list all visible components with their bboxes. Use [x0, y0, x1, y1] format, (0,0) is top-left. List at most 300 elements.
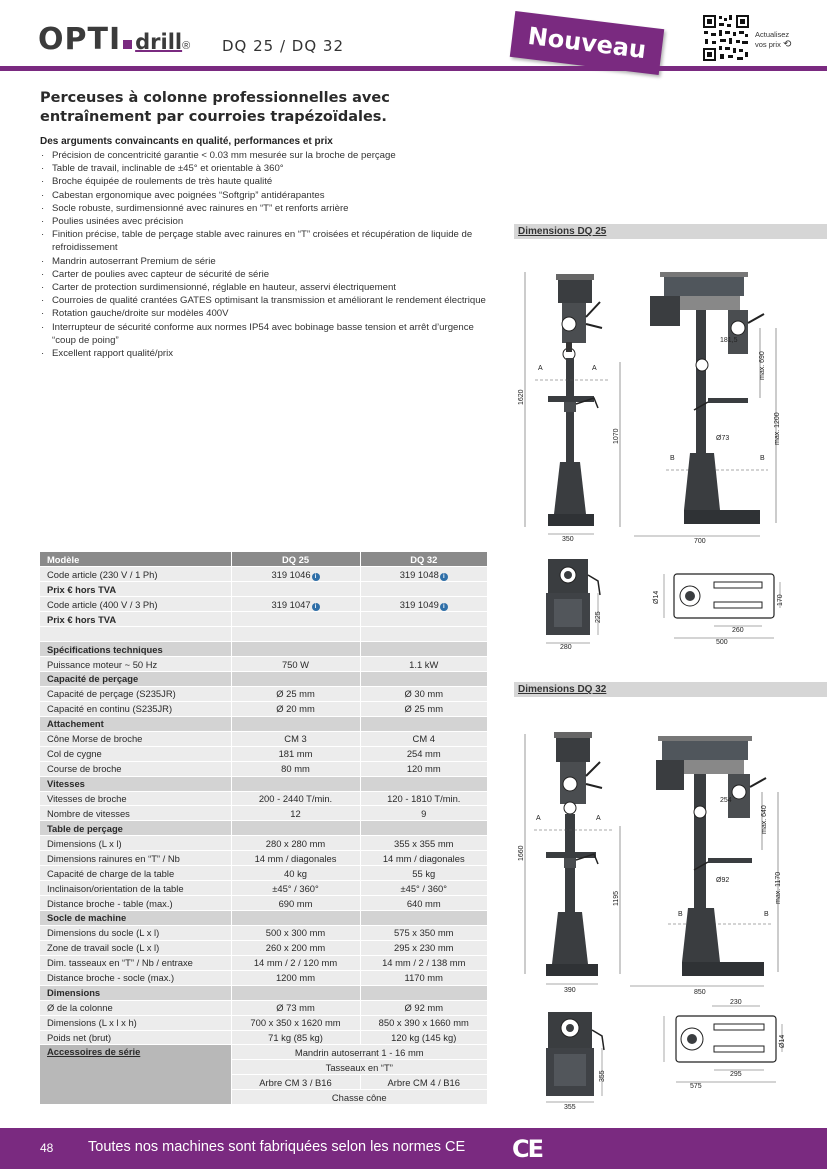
spec-value-dq25 — [231, 851, 360, 866]
model-names: DQ 25 / DQ 32 — [222, 37, 345, 55]
dim-label: max. 690 — [759, 351, 766, 380]
feature-item: · Précision de concentricité garantie < 0.03 mm mesurée sur la broche de perçage — [40, 149, 490, 162]
spec-label-text: Code article (400 V / 3 Ph) — [47, 598, 158, 610]
spec-value-dq25-text: 319 1046 — [271, 568, 311, 580]
spec-label-text: Course de broche — [47, 763, 122, 775]
spec-value-dq32 — [360, 791, 487, 806]
spec-value-dq25-text: 750 W — [281, 658, 310, 670]
spec-label — [40, 806, 231, 821]
spec-value-dq32-text: 120 kg (145 kg) — [391, 1031, 457, 1043]
spec-value-dq25 — [231, 672, 360, 687]
spec-value-dq32 — [360, 642, 487, 657]
spec-value-dq32 — [360, 985, 487, 1000]
spec-value-dq25 — [231, 657, 360, 672]
spec-value-dq32-text: 1170 mm — [404, 972, 443, 984]
spec-label — [40, 925, 231, 940]
table-row — [40, 776, 487, 791]
specifications-table — [40, 552, 487, 1105]
table-row — [40, 1000, 487, 1015]
dim-label: max. 1200 — [774, 412, 781, 445]
spec-label-text: Distance broche - socle (max.) — [47, 972, 175, 984]
spec-value-dq32-text: 319 1049 — [399, 598, 439, 610]
spec-value-dq32 — [360, 716, 487, 731]
spec-label — [40, 866, 231, 881]
dim-label: 225 — [595, 611, 602, 623]
spec-value-dq25 — [231, 925, 360, 940]
dq32-front-view-drawing — [520, 726, 624, 998]
spec-value-dq25-text: 14 mm / diagonales — [254, 852, 337, 864]
spec-label — [40, 716, 231, 731]
spec-value-dq25-text: Ø 73 mm — [276, 1002, 315, 1014]
feature-item: · Finition précise, table de perçage stable avec rainures en “T” croisées et récupération de liquide de refroidissement — [40, 228, 490, 254]
header-rule — [0, 66, 827, 71]
dim-label: 500 — [716, 639, 728, 646]
table-row — [40, 925, 487, 940]
spec-value-dq25-text: 700 x 350 x 1620 mm — [250, 1017, 341, 1029]
spec-value-dq32 — [360, 731, 487, 746]
table-row — [40, 970, 487, 985]
info-icon[interactable]: i — [440, 573, 448, 581]
accessories-row — [40, 1045, 487, 1060]
qr-caption-text: Actualisez vos prix — [755, 30, 790, 49]
refresh-arrow-icon: ⟲ — [782, 39, 792, 50]
table-row — [40, 911, 487, 926]
spec-label-text: Dimensions — [47, 987, 101, 999]
spec-label-text: Inclinaison/orientation de la table — [47, 882, 184, 894]
dim-label: A — [538, 365, 543, 372]
spec-value-dq25-text: Ø 20 mm — [276, 703, 315, 715]
spec-value-dq32 — [360, 701, 487, 716]
dim-label: 1660 — [518, 845, 525, 861]
spec-value-dq25 — [231, 791, 360, 806]
accessories-label: Accessoires de série — [40, 1045, 231, 1105]
spec-value-dq25-text: 1200 mm — [275, 972, 316, 984]
nouveau-badge: Nouveau — [510, 11, 664, 75]
table-row — [40, 686, 487, 701]
spec-label — [40, 567, 231, 582]
dq25-table-top-view-drawing — [534, 555, 614, 651]
spec-label-text: Spécifications techniques — [47, 643, 163, 655]
table-row — [40, 791, 487, 806]
feature-item: · Carter de poulies avec capteur de sécurité de série — [40, 268, 490, 281]
spec-label — [40, 970, 231, 985]
spec-label-text: Poids net (brut) — [47, 1031, 112, 1043]
spec-label-text: Capacité de charge de la table — [47, 867, 175, 879]
spec-label-text: Prix € hors TVA — [47, 613, 117, 625]
spec-value-dq25 — [231, 746, 360, 761]
spec-value-dq32-text: 295 x 230 mm — [394, 942, 454, 954]
spec-value-dq25-text: 181 mm — [278, 748, 313, 760]
spec-value-dq25 — [231, 955, 360, 970]
feature-item: · Cabestan ergonomique avec poignées “Softgrip” antidérapantes — [40, 189, 490, 202]
spec-label-text: Capacité en continu (S235JR) — [47, 703, 173, 715]
spec-label — [40, 642, 231, 657]
table-row — [40, 567, 487, 582]
dim-label: 1620 — [518, 389, 525, 405]
spec-label — [40, 761, 231, 776]
feature-item: · Rotation gauche/droite sur modèles 400V — [40, 307, 490, 320]
spec-value-dq25 — [231, 612, 360, 627]
spec-value-dq32-text: 14 mm / diagonales — [382, 852, 465, 864]
spec-value-dq32-text: 355 x 355 mm — [394, 837, 454, 849]
table-row — [40, 701, 487, 716]
spec-label-text: Attachement — [47, 718, 104, 730]
spec-label — [40, 851, 231, 866]
dim-label: A — [592, 365, 597, 372]
spec-label — [40, 627, 231, 642]
accessory-arbor-dq25: Arbre CM 3 / B16 — [231, 1075, 360, 1090]
table-row — [40, 552, 487, 567]
spec-label-text: Capacité de perçage — [47, 673, 139, 685]
spec-value-dq25-text: 71 kg (85 kg) — [268, 1031, 323, 1043]
spec-label — [40, 881, 231, 896]
dim-label: Ø92 — [716, 877, 730, 884]
info-icon[interactable]: i — [440, 603, 448, 611]
spec-value-dq32 — [360, 836, 487, 851]
spec-value-dq32 — [360, 1015, 487, 1030]
spec-value-dq25 — [231, 911, 360, 926]
dq25-side-view-drawing — [628, 268, 788, 546]
spec-label-text: Dimensions (L x l x h) — [47, 1017, 137, 1029]
dim-label: 295 — [730, 1071, 742, 1078]
spec-label — [40, 776, 231, 791]
spec-value-dq32 — [360, 851, 487, 866]
spec-label-text: Dimensions du socle (L x l) — [47, 927, 160, 939]
table-row — [40, 597, 487, 612]
dim-label: 1070 — [613, 428, 620, 444]
feature-item: · Carter de protection surdimensionné, réglable en hauteur, asservi électriquement — [40, 281, 490, 294]
spec-value-dq25 — [231, 686, 360, 701]
feature-item: · Interrupteur de sécurité conforme aux normes IP54 avec bobinage basse tension et arrêt d’urgence “coup de poing” — [40, 321, 490, 347]
spec-label — [40, 597, 231, 612]
spec-label-text: Vitesses — [47, 778, 85, 790]
spec-value-dq32-text: 1.1 kW — [409, 658, 439, 670]
spec-label — [40, 791, 231, 806]
spec-value-dq32-text: DQ 32 — [410, 553, 438, 565]
spec-value-dq25-text: 14 mm / 2 / 120 mm — [253, 957, 338, 969]
spec-value-dq25 — [231, 806, 360, 821]
feature-item: · Poulies usinées avec précision — [40, 215, 490, 228]
table-row — [40, 940, 487, 955]
table-row — [40, 806, 487, 821]
dim-label: B — [764, 911, 769, 918]
dq25-front-view-drawing — [520, 262, 624, 544]
spec-value-dq32 — [360, 1000, 487, 1015]
dim-label: A — [596, 815, 601, 822]
spec-value-dq25 — [231, 567, 360, 582]
logo-registered-mark: ® — [182, 40, 191, 52]
spec-label — [40, 1030, 231, 1045]
spec-label — [40, 821, 231, 836]
table-row — [40, 642, 487, 657]
spec-label — [40, 701, 231, 716]
spec-value-dq32-text: Ø 25 mm — [404, 703, 444, 715]
spec-value-dq32-text: 850 x 390 x 1660 mm — [378, 1017, 469, 1029]
spec-value-dq25-text: ±45° / 360° — [272, 882, 319, 894]
table-row — [40, 761, 487, 776]
dim-label: B — [760, 455, 765, 462]
spec-value-dq25-text: 80 mm — [281, 763, 310, 775]
dim-label: 230 — [730, 999, 742, 1006]
spec-value-dq25 — [231, 701, 360, 716]
logo-drill: drill — [135, 30, 183, 54]
spec-value-dq25 — [231, 940, 360, 955]
spec-label — [40, 686, 231, 701]
spec-value-dq32-text: Ø 92 mm — [404, 1002, 444, 1014]
spec-label — [40, 940, 231, 955]
accessories-section — [40, 1045, 487, 1105]
spec-value-dq25-text: 690 mm — [278, 897, 313, 909]
spec-label-text: Cône Morse de broche — [47, 733, 143, 745]
arguments-title: Des arguments convaincants en qualité, performances et prix — [40, 136, 333, 147]
feature-item: · Excellent rapport qualité/prix — [40, 347, 490, 360]
table-row — [40, 836, 487, 851]
spec-value-dq25-text: 260 x 200 mm — [265, 942, 326, 954]
spec-value-dq25-text: 500 x 300 mm — [265, 927, 326, 939]
table-row — [40, 657, 487, 672]
accessory-t-bolts: Tasseaux en “T” — [231, 1060, 487, 1075]
accessory-drift: Chasse cône — [231, 1090, 487, 1105]
table-row — [40, 731, 487, 746]
spec-value-dq32 — [360, 821, 487, 836]
dimensions-dq25-heading: Dimensions DQ 25 — [514, 224, 827, 239]
spec-value-dq32 — [360, 1030, 487, 1045]
spec-label — [40, 911, 231, 926]
spec-value-dq32-text: 254 mm — [406, 748, 441, 760]
dim-label: Ø14 — [653, 590, 660, 604]
spec-value-dq25-text: 12 — [290, 807, 301, 819]
spec-label — [40, 582, 231, 597]
spec-value-dq32 — [360, 746, 487, 761]
footer-text: Toutes nos machines sont fabriquées selon les normes CE — [88, 1139, 466, 1155]
table-row — [40, 612, 487, 627]
spec-value-dq25 — [231, 582, 360, 597]
spec-value-dq32 — [360, 896, 487, 911]
spec-label — [40, 552, 231, 567]
table-row — [40, 1030, 487, 1045]
spec-value-dq25 — [231, 642, 360, 657]
spec-value-dq25-text: 40 kg — [284, 867, 307, 879]
spec-value-dq32 — [360, 672, 487, 687]
optidrill-logo — [38, 22, 190, 58]
feature-item: · Table de travail, inclinable de ±45° et orientable à 360° — [40, 162, 490, 175]
spec-label-text: Code article (230 V / 1 Ph) — [47, 568, 158, 580]
logo-opti: OPTI — [38, 22, 122, 57]
spec-value-dq32 — [360, 657, 487, 672]
spec-value-dq25 — [231, 761, 360, 776]
dq32-base-top-view-drawing — [644, 998, 794, 1090]
spec-value-dq25 — [231, 731, 360, 746]
spec-label-text: Col de cygne — [47, 748, 102, 760]
qr-code-icon[interactable] — [702, 14, 750, 62]
spec-value-dq25-text: DQ 25 — [281, 553, 310, 565]
spec-value-dq25 — [231, 836, 360, 851]
table-row — [40, 881, 487, 896]
spec-label-text: Table de perçage — [47, 822, 123, 834]
spec-label-text: Socle de machine — [47, 912, 127, 924]
table-row — [40, 627, 487, 642]
dim-label: 575 — [690, 1083, 702, 1090]
spec-value-dq32-text: 120 - 1810 T/min. — [387, 792, 461, 804]
feature-item: · Broche équipée de roulements de très haute qualité — [40, 175, 490, 188]
table-row — [40, 821, 487, 836]
feature-list — [40, 149, 490, 360]
dq32-side-view-drawing — [628, 732, 788, 996]
spec-label — [40, 672, 231, 687]
spec-value-dq25 — [231, 970, 360, 985]
dim-label: 850 — [694, 989, 706, 996]
table-row — [40, 851, 487, 866]
spec-value-dq32 — [360, 627, 487, 642]
spec-value-dq25 — [231, 597, 360, 612]
spec-value-dq25 — [231, 985, 360, 1000]
page-number: 48 — [40, 1141, 54, 1155]
table-row — [40, 866, 487, 881]
dim-label: 1195 — [613, 890, 620, 906]
table-row — [40, 716, 487, 731]
spec-value-dq32-text: 55 kg — [412, 867, 436, 879]
spec-value-dq25 — [231, 1000, 360, 1015]
dim-label: 355 — [599, 1070, 606, 1082]
spec-value-dq32-text: 120 mm — [406, 763, 441, 775]
spec-label — [40, 1000, 231, 1015]
spec-value-dq25-text: CM 3 — [284, 733, 307, 745]
spec-value-dq32 — [360, 970, 487, 985]
feature-item: · Courroies de qualité crantées GATES optimisant la transmission et améliorant le rendement électrique — [40, 294, 490, 307]
spec-value-dq32-text: 575 x 350 mm — [394, 927, 454, 939]
spec-value-dq25-text: 200 - 2440 T/min. — [258, 792, 333, 804]
spec-label — [40, 612, 231, 627]
accessory-arbor-dq32: Arbre CM 4 / B16 — [360, 1075, 487, 1090]
spec-value-dq32 — [360, 806, 487, 821]
spec-value-dq25 — [231, 866, 360, 881]
dim-label: B — [670, 455, 675, 462]
spec-value-dq32-text: CM 4 — [412, 733, 435, 745]
ce-mark-icon: CE — [512, 1135, 543, 1163]
spec-value-dq25 — [231, 821, 360, 836]
spec-value-dq32-text: 319 1048 — [399, 568, 439, 580]
spec-label — [40, 657, 231, 672]
spec-value-dq32 — [360, 597, 487, 612]
spec-label — [40, 955, 231, 970]
spec-value-dq25 — [231, 1015, 360, 1030]
spec-value-dq32 — [360, 686, 487, 701]
spec-label — [40, 896, 231, 911]
spec-value-dq25 — [231, 627, 360, 642]
spec-value-dq32 — [360, 776, 487, 791]
dim-label: 355 — [564, 1104, 576, 1111]
dim-label: 700 — [694, 538, 706, 545]
table-row — [40, 1015, 487, 1030]
page-header — [0, 0, 827, 72]
dim-label: max. 1170 — [775, 871, 782, 904]
table-row — [40, 985, 487, 1000]
feature-item: · Socle robuste, surdimensionné avec rainures en “T” et renforts arrière — [40, 202, 490, 215]
spec-value-dq25 — [231, 716, 360, 731]
dim-label: B — [678, 911, 683, 918]
table-row — [40, 582, 487, 597]
spec-label-text: Zone de travail socle (L x l) — [47, 942, 160, 954]
spec-value-dq25-text: Ø 25 mm — [276, 688, 315, 700]
spec-label-text: Vitesses de broche — [47, 792, 127, 804]
spec-label-text: Capacité de perçage (S235JR) — [47, 688, 176, 700]
spec-value-dq32-text: 14 mm / 2 / 138 mm — [382, 957, 466, 969]
logo-dot — [123, 40, 132, 49]
spec-value-dq25 — [231, 552, 360, 567]
specifications-table-body — [40, 552, 487, 1045]
spec-label-text: Dimensions rainures en “T” / Nb — [47, 852, 180, 864]
spec-value-dq25-text: 319 1047 — [271, 598, 311, 610]
spec-label-text: Distance broche - table (max.) — [47, 897, 173, 909]
spec-value-dq25 — [231, 776, 360, 791]
dim-label: 280 — [560, 644, 572, 651]
spec-value-dq25 — [231, 1030, 360, 1045]
spec-value-dq32 — [360, 761, 487, 776]
spec-value-dq32 — [360, 552, 487, 567]
dim-label: 390 — [564, 987, 576, 994]
spec-label — [40, 1015, 231, 1030]
dim-label: 254 — [720, 797, 732, 804]
dq32-table-top-view-drawing — [536, 1008, 616, 1112]
spec-label-text: Nombre de vitesses — [47, 807, 130, 819]
info-icon[interactable]: i — [312, 573, 320, 581]
dim-label: A — [536, 815, 541, 822]
accessory-chuck: Mandrin autoserrant 1 - 16 mm — [231, 1045, 487, 1060]
spec-value-dq32-text: 640 mm — [406, 897, 441, 909]
spec-value-dq32 — [360, 881, 487, 896]
table-row — [40, 896, 487, 911]
spec-value-dq32-text: Ø 30 mm — [404, 688, 444, 700]
spec-value-dq32 — [360, 567, 487, 582]
spec-label — [40, 836, 231, 851]
spec-value-dq32 — [360, 612, 487, 627]
spec-value-dq32 — [360, 866, 487, 881]
spec-label-text: Puissance moteur ~ 50 Hz — [47, 658, 158, 670]
spec-value-dq25 — [231, 896, 360, 911]
spec-value-dq25-text: 280 x 280 mm — [265, 837, 326, 849]
feature-item: · Mandrin autoserrant Premium de série — [40, 255, 490, 268]
spec-label-text: Prix € hors TVA — [47, 583, 117, 595]
headline: Perceuses à colonne professionnelles avec entraînement par courroies trapézoïdales. — [40, 90, 390, 125]
spec-label — [40, 746, 231, 761]
spec-value-dq32 — [360, 940, 487, 955]
qr-caption — [755, 30, 800, 50]
info-icon[interactable]: i — [312, 603, 320, 611]
spec-label-text: Modèle — [47, 553, 80, 565]
dim-label: 181,5 — [720, 337, 738, 344]
spec-label-text: Ø de la colonne — [47, 1002, 113, 1014]
table-row — [40, 672, 487, 687]
spec-value-dq32 — [360, 955, 487, 970]
dim-label: 170 — [777, 594, 784, 606]
spec-label-text: Dimensions (L x l) — [47, 837, 122, 849]
spec-value-dq32 — [360, 582, 487, 597]
spec-value-dq32 — [360, 911, 487, 926]
dim-label: Ø73 — [716, 435, 730, 442]
dim-label: Ø14 — [779, 1034, 786, 1048]
spec-value-dq32-text: ±45° / 360° — [400, 882, 448, 894]
table-row — [40, 955, 487, 970]
spec-value-dq32 — [360, 925, 487, 940]
dim-label: max. 640 — [761, 805, 768, 834]
spec-label-text: Dim. tasseaux en “T” / Nb / entraxe — [47, 957, 193, 969]
spec-value-dq32-text: 9 — [421, 807, 427, 819]
dimensions-dq32-heading: Dimensions DQ 32 — [514, 682, 827, 697]
page-footer — [0, 1128, 827, 1169]
dq25-base-top-view-drawing — [644, 556, 794, 648]
spec-label — [40, 731, 231, 746]
table-row — [40, 746, 487, 761]
